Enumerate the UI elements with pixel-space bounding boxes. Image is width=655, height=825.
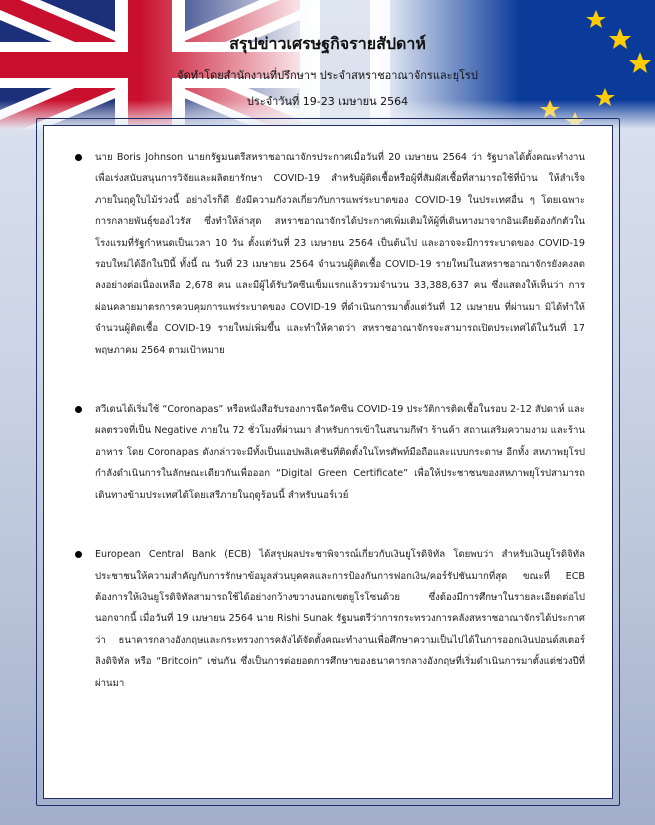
header-banner [0, 0, 655, 130]
news-item-text: European Central Bank (ECB) ได้สรุปผลประชาพิจารณ์เกี่ยวกับเงินยูโรดิจิทัล โดยพบว่า สำหรับเงินยูโรดิจิทัล ประชาชนให้ความสำคัญกับการรักษาข้อมูลส่วนบุคคลและการป้องกันการฟอกเงิน/คอร์รัปชันมากที่สุด ขณะที่ ECB ต้องการให้เงินยูโรดิจิทัลสามารถใช้ได้อย่างกว้างขวางนอกเขตยูโรโซนด้วย ซึ่งต้องมีการศึกษาในรายละเอียดต่อไป นอกจากนี้ เมื่อวันที่ 19 เมษายน 2564 นาย Rishi Sunak รัฐมนตรีว่าการกระทรวงการคลังสหราชอาณาจักรได้ประกาศว่า ธนาคารกลางอังกฤษและกระทรวงการคลังได้จัดตั้งคณะทำงานเพื่อศึกษาความเป็นไปได้ในการออกเงินปอนด์สเตอร์ลิงดิจิทัล หรือ “Britcoin” เช่นกัน ซึ่งเป็นการต่อยอดการศึกษาของธนาคารกลางอังกฤษที่เริ่มดำเนินการมาตั้งแต่ช่วงปีที่ผ่านมา [95, 549, 585, 689]
news-list [43, 125, 613, 799]
news-item [73, 147, 585, 361]
bullet-icon [75, 406, 82, 413]
date-range: ประจำวันที่ 19-23 เมษายน 2564 [246, 95, 409, 108]
page-subtitle: จัดทำโดยสำนักงานที่ปรึกษาฯ ประจำสหราชอาณาจักรและยุโรป [177, 69, 478, 82]
flag-background-graphic [0, 0, 655, 130]
page-title: สรุปข่าวเศรษฐกิจรายสัปดาห์ [229, 34, 426, 53]
news-item-text: นาย Boris Johnson นายกรัฐมนตรีสหราชอาณาจักรประกาศเมื่อวันที่ 20 เมษายน 2564 ว่า รัฐบาลได้ตั้งคณะทำงานเพื่อเร่งสนับสนุนการวิจัยและผลิตยารักษา COVID-19 สำหรับผู้ติดเชื้อหรือผู้ที่สัมผัสเชื้อที่สามารถใช้ที่บ้าน ให้สำเร็จภายในฤดูใบไม้ร่วงนี้ อย่างไรก็ดี ยังมีความกังวลเกี่ยวกับการแพร่ระบาดของ COVID-19 ในประเทศอื่น ๆ โดยเฉพาะการกลายพันธุ์ของไวรัส ซึ่งทำให้ล่าสุด สหราชอาณาจักรได้ประกาศเพิ่มเติมให้ผู้ที่เดินทางมาจากอินเดียต้องกักตัวในโรงแรมที่รัฐกำหนดเป็นเวลา 10 วัน ตั้งแต่วันที่ 23 เมษายน 2564 เป็นต้นไป และอาจจะมีการระบาดของ COVID-19 รอบใหม่ได้อีกในปีนี้ ทั้งนี้ ณ วันที่ 23 เมษายน 2564 จำนวนผู้ติดเชื้อ COVID-19 รายใหม่ในสหราชอาณาจักรยังคงลดลงอย่างต่อเนื่องเหลือ 2,678 คน และมีผู้ได้รับวัคซีนเข็มแรกแล้วรวมจำนวน 33,388,637 คน ซึ่งแสดงให้เห็นว่า การผ่อนคลายมาตรการควบคุมการแพร่ระบาดของ COVID-19 ที่ดำเนินการมาตั้งแต่วันที่ 12 เมษายน ที่ผ่านมา มิได้ทำให้จำนวนผู้ติดเชื้อ COVID-19 รายใหม่เพิ่มขึ้น และทำให้คาดว่า สหราชอาณาจักรจะสามารถเปิดประเทศได้ในวันที่ 17 พฤษภาคม 2564 ตามเป้าหมาย [95, 152, 585, 356]
bullet-icon [75, 154, 82, 161]
news-item [73, 399, 585, 506]
news-item [73, 544, 585, 694]
bullet-icon [75, 551, 82, 558]
news-item-text: สวีเดนได้เริ่มใช้ “Coronapas” หรือหนังสือรับรองการฉีดวัคซีน COVID-19 ประวัติการติดเชื้อในรอบ 2-12 สัปดาห์ และผลตรวจที่เป็น Negative ภายใน 72 ชั่วโมงที่ผ่านมา สำหรับการเข้าในสนามกีฬา ร้านค้า สถานเสริมความงาม และร้านอาหาร โดย Coronapas ดังกล่าวจะมีทั้งเป็นแอปพลิเคชันที่ติดตั้งในโทรศัพท์มือถือและแบบกระดาษ อีกทั้ง สหภาพยุโรปกำลังดำเนินการในลักษณะเดียวกันเพื่อออก “Digital Green Certificate” เพื่อให้ประชาชนของสหภาพยุโรปสามารถเดินทางข้ามประเทศได้โดยเสรีภายในฤดูร้อนนี้ สำหรับนอร์เวย์ [95, 404, 585, 501]
